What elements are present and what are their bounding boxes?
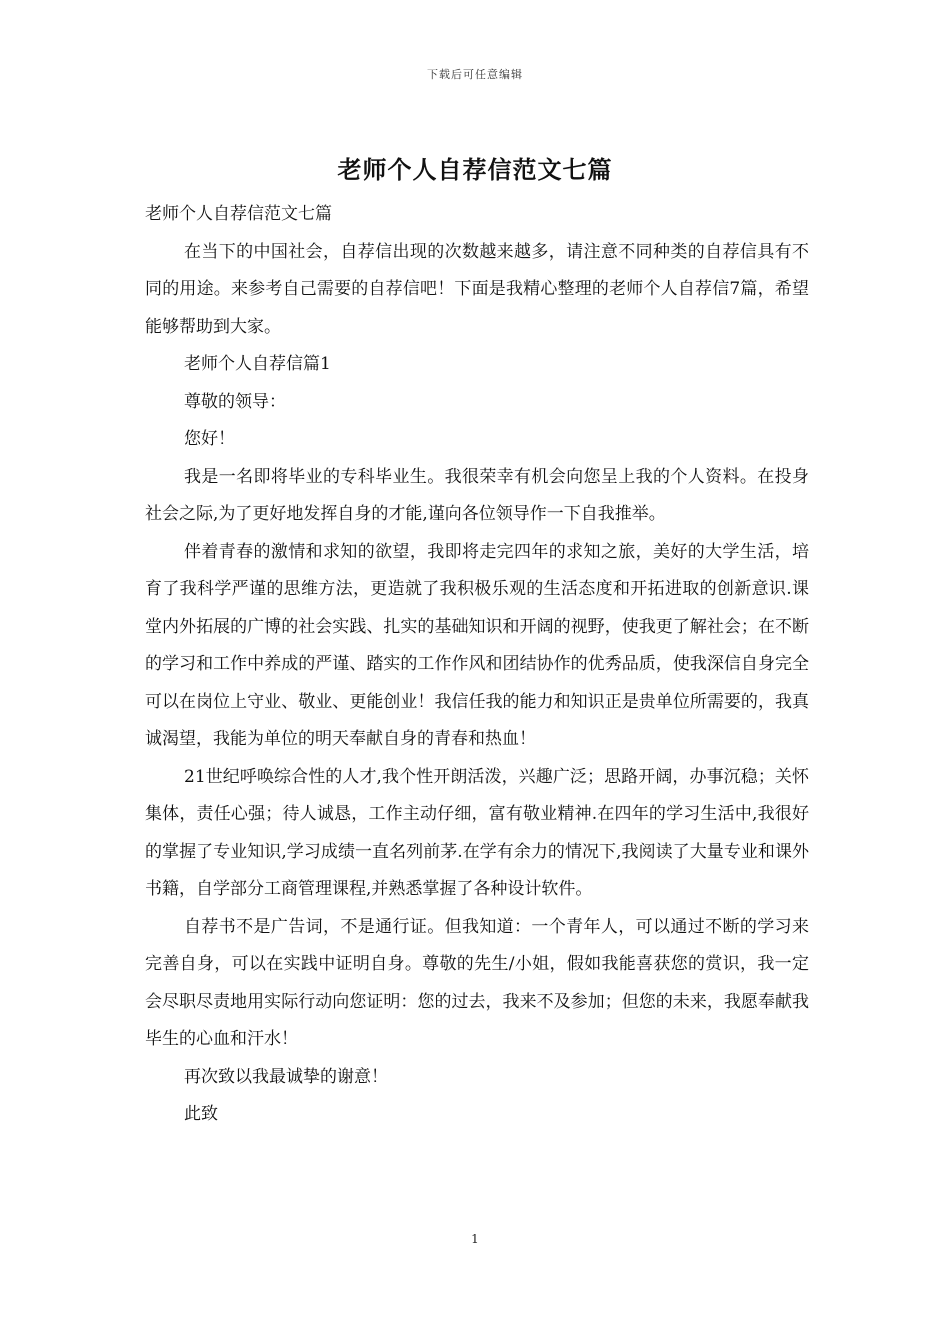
document-subtitle: 老师个人自荐信范文七篇 (145, 204, 332, 224)
letter-paragraph: 21世纪呼唤综合性的人才,我个性开朗活泼，兴趣广泛；思路开阔，办事沉稳；关怀集体，责任心强；待人诚恳，工作主动仔细，富有敬业精神.在四年的学习生活中,我很好的掌握了专业知识,学习成绩一直名列前茅.在学有余力的情况下,我阅读了大量专业和课外书籍，自学部分工商管理课程,并熟悉掌握了各种设计软件。 (145, 766, 809, 899)
document-body (145, 196, 809, 1134)
letter-paragraph: 伴着青春的激情和求知的欲望，我即将走完四年的求知之旅，美好的大学生活，培育了我科学严谨的思维方法，更造就了我积极乐观的生活态度和开拓进取的创新意识.课堂内外拓展的广博的社会实践、扎实的基础知识和开阔的视野，使我更了解社会；在不断的学习和工作中养成的严谨、踏实的工作作风和团结协作的优秀品质，使我深信自身完全可以在岗位上守业、敬业、更能创业！我信任我的能力和知识正是贵单位所需要的，我真诚渴望，我能为单位的明天奉献自身的青春和热血！ (145, 541, 809, 749)
letter-paragraph: 我是一名即将毕业的专科毕业生。我很荣幸有机会向您呈上我的个人资料。在投身社会之际,为了更好地发挥自身的才能,谨向各位领导作一下自我推举。 (145, 466, 809, 524)
page-number: 1 (471, 1232, 479, 1246)
letter-paragraph: 自荐书不是广告词，不是通行证。但我知道：一个青年人，可以通过不断的学习来完善自身，可以在实践中证明自身。尊敬的先生/小姐，假如我能喜获您的赏识，我一定会尽职尽责地用实际行动向您证明：您的过去，我来不及参加；但您的未来，我愿奉献我毕生的心血和汗水！ (145, 916, 809, 1049)
intro-paragraph: 在当下的中国社会，自荐信出现的次数越来越多，请注意不同种类的自荐信具有不同的用途。来参考自己需要的自荐信吧！下面是我精心整理的老师个人自荐信7篇，希望能够帮助到大家。 (145, 241, 809, 337)
header-note: 下载后可任意编辑 (427, 68, 523, 81)
letter-greeting: 您好！ (184, 429, 235, 449)
letter-closing: 此致 (184, 1104, 218, 1124)
letter-salutation: 尊敬的领导： (184, 391, 286, 412)
document-title: 老师个人自荐信范文七篇 (337, 155, 613, 184)
letter-heading: 老师个人自荐信篇1 (184, 354, 331, 374)
letter-thanks: 再次致以我最诚挚的谢意！ (184, 1066, 388, 1087)
